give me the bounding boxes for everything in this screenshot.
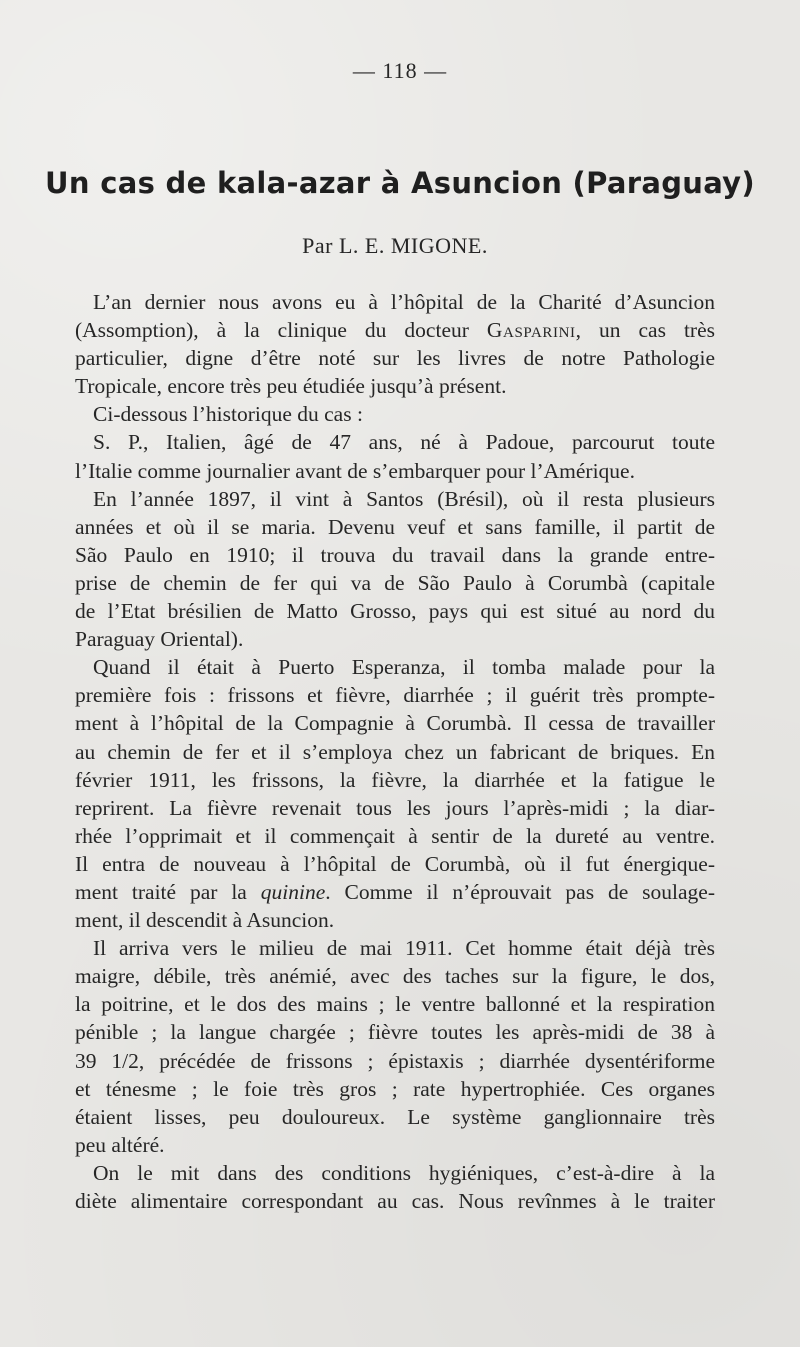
text-line: maigre, débile, très anémié, avec des taches sur la figure, le dos,: [75, 964, 715, 989]
paragraph: [75, 428, 715, 484]
text-line: étaient lisses, peu douloureux. Le système ganglionnaire très: [75, 1104, 715, 1129]
author-name: L. E. MIGONE.: [338, 233, 488, 258]
text-line: diète alimentaire correspondant au cas. Nous revînmes à le traiter: [75, 1189, 715, 1213]
text-line: pénible ; la langue chargée ; fièvre toutes les après-midi de 38 à: [75, 1020, 715, 1045]
text-run: ment traité par la: [75, 879, 261, 904]
text-line: Paraguay Oriental).: [75, 627, 244, 652]
text-line: Quand il était à Puerto Esperanza, il tomba malade pour la: [93, 655, 715, 680]
text-line: [75, 878, 715, 906]
author-line: [0, 233, 790, 259]
paragraph: [75, 400, 715, 428]
italic-word: quinine: [260, 879, 326, 904]
text-line: rhée l’opprimait et il commençait à sentir de la dureté au ventre.: [75, 823, 715, 848]
text-line: de l’Etat brésilien de Matto Grosso, pays qui est situé au nord du: [75, 599, 715, 624]
text-line: São Paulo en 1910; il trouva du travail dans la grande entre-: [75, 542, 715, 567]
paragraph: [75, 288, 715, 400]
small-caps-name: Gasparini: [486, 318, 576, 343]
text-line: S. P., Italien, âgé de 47 ans, né à Padoue, parcourut toute: [93, 430, 715, 455]
text-line: Tropicale, encore très peu étudiée jusqu’à présent.: [75, 374, 507, 399]
text-line: particulier, digne d’être noté sur les livres de notre Pathologie: [75, 346, 715, 371]
text-line: la poitrine, et le dos des mains ; le ventre ballonné et la respiration: [75, 992, 715, 1017]
article-title: Un cas de kala-azar à Asuncion (Paraguay): [45, 166, 755, 200]
text-line: On le mit dans des conditions hygiéniques, c’est-à-dire à la: [93, 1160, 715, 1185]
text-line: L’an dernier nous avons eu à l’hôpital de la Charité d’Asuncion: [93, 290, 715, 314]
paragraph: [75, 485, 715, 654]
paragraph: [75, 934, 715, 1159]
text-run: . Comme il n’éprouvait pas de soulage-: [325, 879, 716, 904]
text-line: peu altéré.: [75, 1132, 165, 1157]
text-line: ment à l’hôpital de la Compagnie à Corumbà. Il cessa de travailler: [75, 711, 715, 736]
text-line: février 1911, les frissons, la fièvre, la diarrhée et la fatigue le: [75, 767, 715, 792]
author-prefix: Par: [302, 233, 333, 258]
text-line: prise de chemin de fer qui va de São Paulo à Corumbà (capitale: [75, 570, 715, 595]
paragraph: [75, 653, 715, 934]
text-line: et ténesme ; le foie très gros ; rate hypertrophiée. Ces organes: [75, 1076, 715, 1101]
text-line: En l’année 1897, il vint à Santos (Brésil), où il resta plusieurs: [93, 486, 715, 511]
text-line: Il arriva vers le milieu de mai 1911. Cet homme était déjà très: [93, 936, 715, 961]
text-run: , un cas très: [575, 318, 715, 343]
text-line: au chemin de fer et il s’employa chez un fabricant de briques. En: [75, 739, 715, 764]
text-line: première fois : frissons et fièvre, diarrhée ; il guérit très prompte-: [75, 683, 715, 708]
paragraph: [75, 1159, 715, 1215]
text-line: l’Italie comme journalier avant de s’embarquer pour l’Amérique.: [75, 458, 635, 483]
text-run: (Assomption), à la clinique du docteur: [75, 318, 487, 343]
text-line: Ci-dessous l’historique du cas :: [93, 402, 363, 427]
text-line: Il entra de nouveau à l’hôpital de Corumbà, où il fut énergique-: [75, 851, 715, 876]
text-line: reprirent. La fièvre revenait tous les jours l’après-midi ; la diar-: [75, 795, 715, 820]
text-line: années et où il se maria. Devenu veuf et sans famille, il partit de: [75, 514, 715, 539]
article-body: [75, 288, 715, 1215]
text-line: [75, 316, 715, 344]
page-number: — 118 —: [352, 58, 448, 83]
text-line: ment, il descendit à Asuncion.: [75, 908, 335, 933]
text-line: 39 1/2, précédée de frissons ; épistaxis ; diarrhée dysentériforme: [75, 1048, 715, 1073]
